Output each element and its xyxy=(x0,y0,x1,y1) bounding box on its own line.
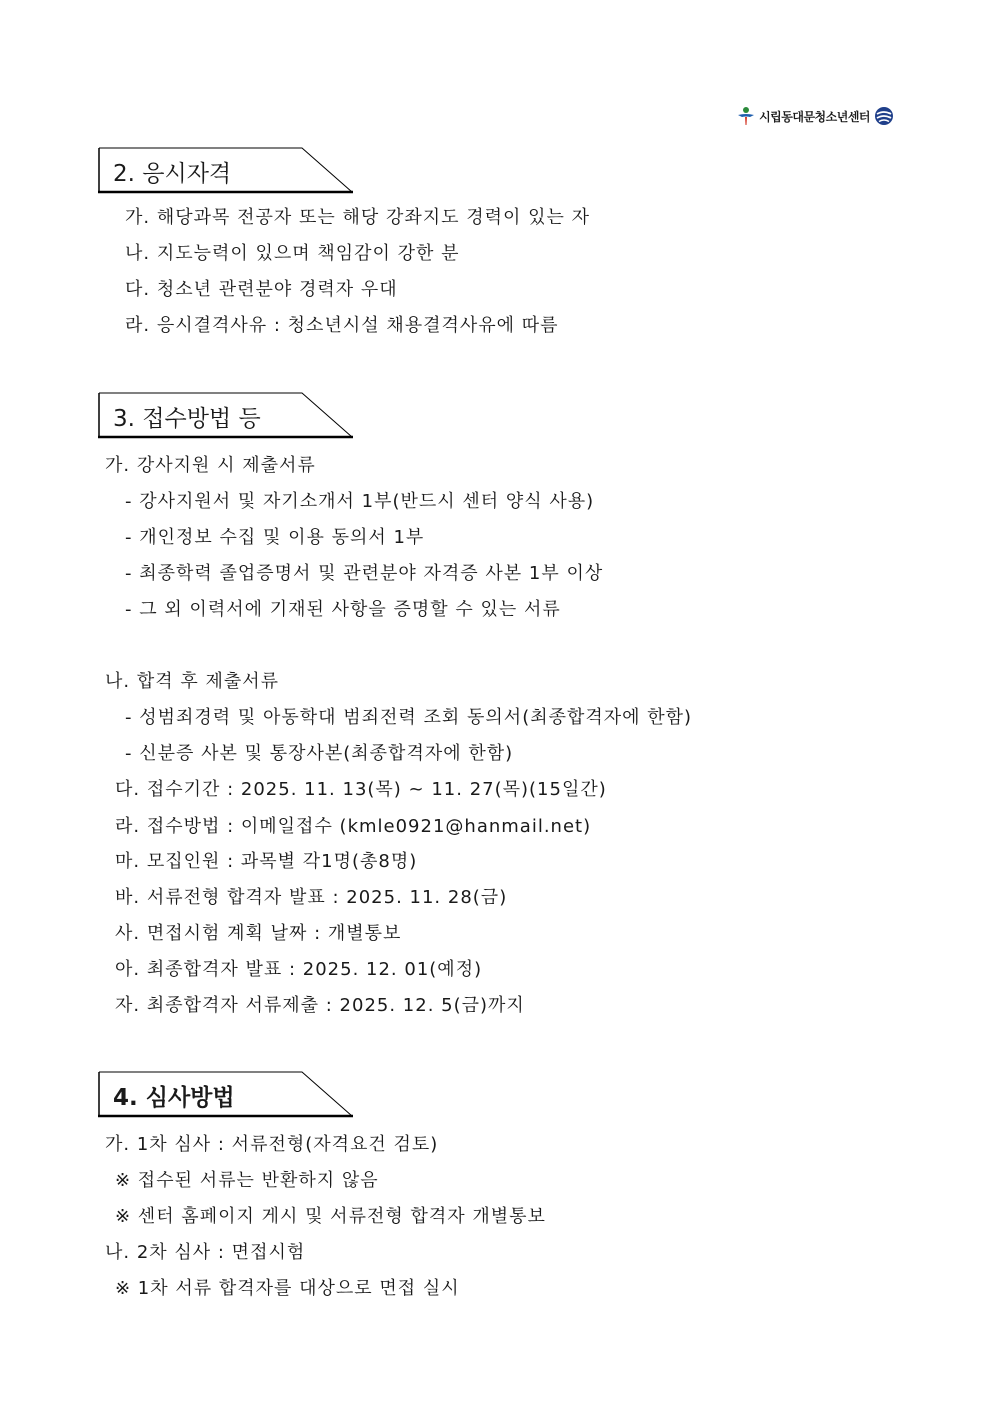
list-item: - 신분증 사본 및 통장사본(최종합격자에 한함) xyxy=(125,743,514,764)
section-title: 4. 심사방법 xyxy=(113,1085,235,1111)
section-title: 2. 응시자격 xyxy=(113,161,232,187)
list-item: ※ 접수된 서류는 반환하지 않음 xyxy=(115,1170,379,1191)
list-item: 바. 서류전형 합격자 발표 : 2025. 11. 28(금) xyxy=(115,887,508,908)
list-item: 나. 합격 후 제출서류 xyxy=(105,671,279,692)
list-item: ※ 센터 홈페이지 게시 및 서류전형 합격자 개별통보 xyxy=(115,1206,546,1227)
center-logo xyxy=(737,106,894,126)
list-item: 다. 청소년 관련분야 경력자 우대 xyxy=(125,279,398,300)
list-item: 라. 접수방법 : 이메일접수 (kmle0921@hanmail.net) xyxy=(115,816,592,837)
list-item: 나. 지도능력이 있으며 책임감이 강한 분 xyxy=(125,243,460,264)
list-item: 나. 2차 심사 : 면접시험 xyxy=(105,1242,306,1263)
list-item: ※ 1차 서류 합격자를 대상으로 면접 실시 xyxy=(115,1278,460,1299)
section-heading-application xyxy=(98,392,354,439)
section-heading-qualifications xyxy=(98,147,354,194)
list-item: 사. 면접시험 계획 날짜 : 개별통보 xyxy=(115,923,402,944)
list-item: 가. 강사지원 시 제출서류 xyxy=(105,455,316,476)
list-item: 다. 접수기간 : 2025. 11. 13(목) ~ 11. 27(목)(15일간) xyxy=(115,779,607,800)
list-item: 마. 모집인원 : 과목별 각1명(총8명) xyxy=(115,851,418,872)
list-item: 아. 최종합격자 발표 : 2025. 12. 01(예정) xyxy=(115,959,483,980)
list-item: 라. 응시결격사유 : 청소년시설 채용결격사유에 따름 xyxy=(125,315,559,336)
list-item: - 그 외 이력서에 기재된 사항을 증명할 수 있는 서류 xyxy=(125,599,561,620)
list-item: - 최종학력 졸업증명서 및 관련분야 자격증 사본 1부 이상 xyxy=(125,563,604,584)
section-heading-screening xyxy=(98,1071,354,1118)
list-item: - 개인정보 수집 및 이용 동의서 1부 xyxy=(125,527,425,548)
list-item: - 강사지원서 및 자기소개서 1부(반드시 센터 양식 사용) xyxy=(125,491,595,512)
section-title: 3. 접수방법 등 xyxy=(113,406,261,432)
list-item: - 성범죄경력 및 아동학대 범죄전력 조회 동의서(최종합격자에 한함) xyxy=(125,707,693,728)
center-logo-text: 시립동대문청소년센터 xyxy=(759,109,870,124)
list-item: 가. 해당과목 전공자 또는 해당 강좌지도 경력이 있는 자 xyxy=(125,207,591,228)
center-logo-mark-icon xyxy=(737,106,755,126)
list-item: 자. 최종합격자 서류제출 : 2025. 12. 5(금)까지 xyxy=(115,995,525,1016)
list-item: 가. 1차 심사 : 서류전형(자격요건 검토) xyxy=(105,1134,439,1155)
youth-emblem-icon xyxy=(874,106,894,126)
